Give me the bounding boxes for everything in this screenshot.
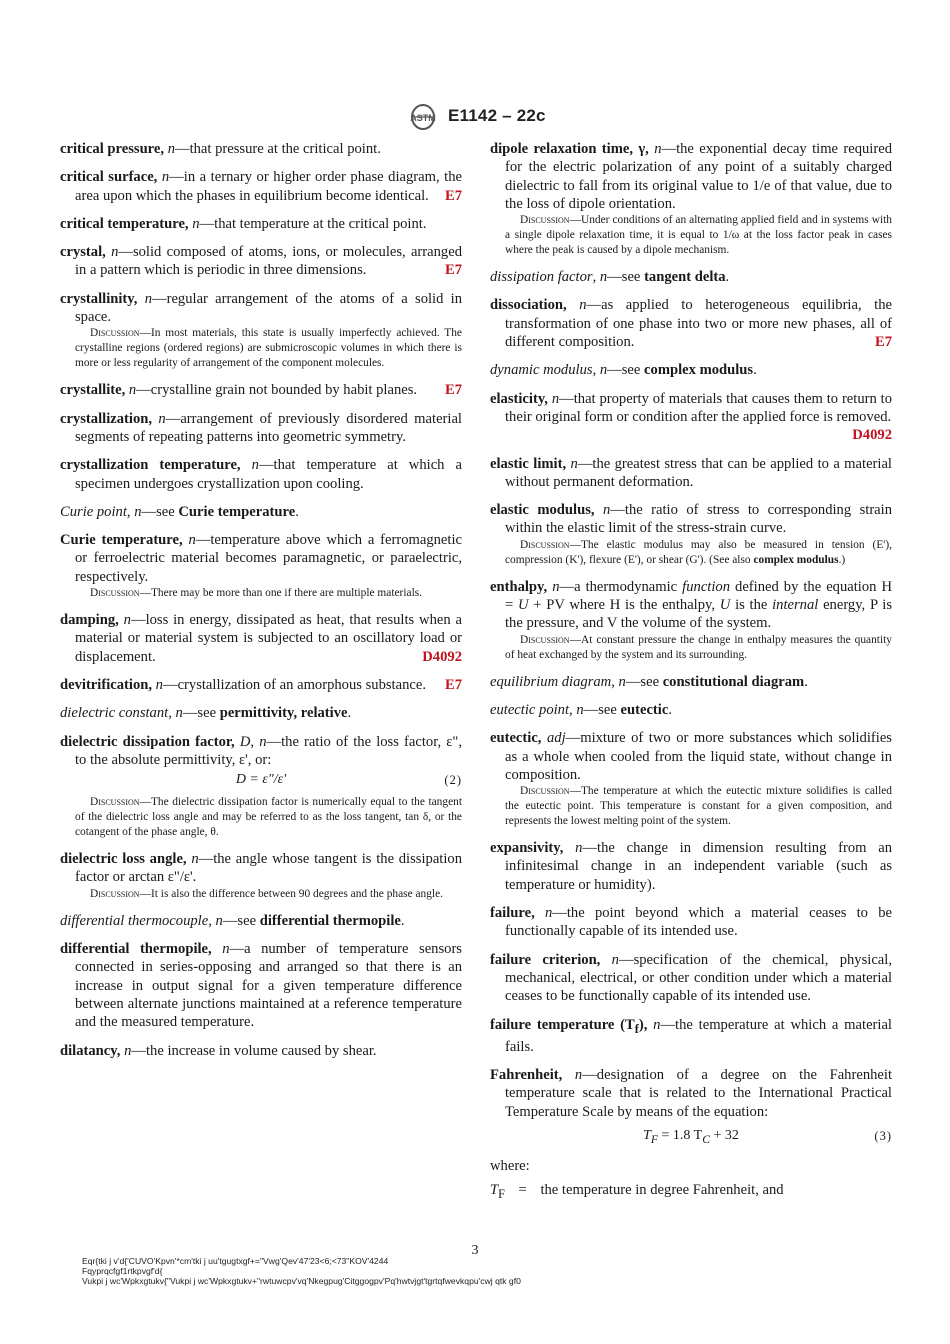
entry-definition: —the temperature at which a material fails. (505, 1016, 892, 1055)
standard-reference-link[interactable]: E7 (444, 676, 462, 693)
entry-term: dielectric loss angle, (60, 851, 187, 868)
entry-definition: —loss in energy, dissipated as heat, that results when a material or material system is subjected to an oscillatory load or displacement. (75, 612, 462, 665)
entry-dissociation (490, 296, 892, 351)
entry-dielectric-loss-angle (60, 850, 462, 902)
equation-number: (3) (874, 1128, 892, 1143)
entry-elastic-limit (490, 455, 892, 492)
entry-definition: —temperature above which a ferromagnetic or ferroelectric material becomes paramagnetic, or paraelectric, respectively. (75, 532, 462, 585)
cross-reference-link[interactable]: eutectic (620, 701, 669, 718)
equation-body: $T_F = 1.8$ $T_C + 32$ (643, 1127, 739, 1146)
discussion-text: —In most materials, this state is usually imperfectly achieved. The crystalline regions (ordered regions) are submicroscopic volumes in which there is more or less regularity of arrangement of the component molecules. (75, 327, 462, 370)
cross-reference-link[interactable]: complex modulus (753, 553, 839, 566)
discussion-note (490, 633, 892, 663)
entry-definition: —that temperature at which a specimen undergoes crystallization upon cooling. (75, 457, 462, 492)
entry-elastic-modulus (490, 501, 892, 568)
cross-reference-link[interactable]: permittivity, relative (219, 705, 348, 722)
entry-term: dipole relaxation time, γ, (490, 141, 649, 157)
see-text: —see (607, 269, 645, 286)
entry-dielectric-constant: dielectric constant, n—see permittivity, relative. (60, 705, 352, 722)
see-text: —see (141, 503, 179, 520)
discussion-note (490, 538, 892, 568)
footer-line: Vukpi j wc'Wpkxgtukv{"Vukpi j wc'Wpkxgtukv+"rwtuwcpv'vq'Nkegpug'Citggogpv'Pq'hwtvjgt'tgrtqfwevkqpu'cwj qtk gf0 (82, 1276, 521, 1286)
entry-enthalpy: enthalpy, n—a thermodynamic function defined by the equation H = U + PV where H is the enthalpy, U is the internal energy, P is the pressure, and V the volume of the system. Discussion—At constant pressure the change in enthalpy measures the quantity of heat exchanged by the system and its surrounding. (490, 578, 892, 661)
entry-critical-temperature (60, 215, 462, 233)
entry-term: differential thermopile, (60, 941, 212, 958)
entry-definition: —the exponential decay time required for the electric polarization of any point of a suitably charged dielectric to fall from its original value to 1/e of that value, due to the loss of dipole orientation. (505, 141, 892, 212)
entry-term: critical surface, (60, 169, 158, 186)
part-of-speech: n (611, 951, 619, 968)
cross-reference-link[interactable]: complex modulus (644, 362, 754, 379)
entry-term: crystallization temperature, (60, 457, 241, 474)
discussion-text: —It is also the difference between 90 degrees and the phase angle. (139, 887, 443, 900)
part-of-speech: n (618, 673, 626, 690)
entry-term: Curie point (60, 503, 127, 520)
standard-reference-link[interactable]: E7 (444, 262, 462, 279)
part-of-speech: n (599, 269, 608, 286)
part-of-speech: n (155, 676, 163, 693)
entry-definition: —the ratio of the loss factor, ε", to the absolute permittivity, ε', or: (75, 733, 463, 768)
part-of-speech: n (192, 215, 200, 232)
entry-dipole-relaxation-time (490, 140, 892, 258)
part-of-speech: n (576, 701, 584, 718)
part-of-speech: n (123, 612, 131, 629)
entry-term: differential thermocouple (60, 912, 209, 929)
part-of-speech: n (544, 905, 553, 922)
cross-reference-link[interactable]: tangent delta (644, 269, 726, 286)
entry-definition: —crystallization of an amorphous substance. (162, 676, 426, 693)
entry-dissipation-factor: dissipation factor, n—see tangent delta. (490, 269, 730, 286)
entry-definition: —the angle whose tangent is the dissipation factor or arctan ε"/ε'. (75, 851, 463, 886)
entry-failure-temperature (490, 1016, 892, 1057)
part-of-speech: n (128, 382, 137, 399)
part-of-speech: n (158, 410, 166, 427)
entry-symbol: D (239, 733, 251, 750)
discussion-text: —The dielectric dissipation factor is numerically equal to the tangent of the dielectric loss angle and may be referred to as the loss tangent, tan δ, or the cotangent of the phase angle, θ. (75, 796, 462, 839)
cross-reference-link[interactable]: differential thermopile (259, 912, 401, 929)
standard-reference-link[interactable]: D4092 (422, 648, 462, 665)
part-of-speech: n (552, 578, 560, 595)
part-of-speech: n (653, 1016, 661, 1033)
logo-text: ASTM (410, 113, 436, 123)
entry-term: elastic modulus, (490, 502, 595, 519)
variable-definition: $T_F$ = the temperature in degree Fahrenheit, and (490, 1181, 784, 1201)
see-text: —see (222, 912, 260, 929)
part-of-speech: n (124, 1042, 132, 1059)
entry-definition: —that temperature at the critical point. (199, 215, 427, 232)
standard-reference-link[interactable]: E7 (874, 334, 892, 351)
discussion-label: Discussion (90, 887, 140, 900)
see-text: —see (182, 705, 220, 722)
entry-damping (60, 611, 462, 666)
part-of-speech: n (259, 733, 267, 750)
entry-term: devitrification, (60, 676, 153, 693)
discussion-text: —At constant pressure the change in enthalpy measures the quantity of heat exchanged by the system and its surrounding. (505, 633, 892, 661)
entry-definition: —arrangement of previously disordered material segments of repeating patterns into geometric symmetry. (75, 410, 462, 445)
entry-dilatancy (60, 1042, 462, 1060)
entry-crystal (60, 243, 462, 280)
entry-definition: —the change in dimension resulting from an infinitesimal change in an independent variable (such as temperature or humidity). (505, 840, 892, 893)
entry-fahrenheit (490, 1066, 892, 1203)
entry-term: critical temperature, (60, 215, 189, 232)
entry-definition: —a number of temperature sensors connected in series-opposing and arranged so that there is an increase in output signal for a given temperature difference between alternate junctions maintained at a reference temperature and the measured temperature. (75, 941, 462, 1031)
entry-term: dielectric constant (60, 705, 169, 722)
discussion-note (60, 586, 462, 601)
discussion-label: Discussion (90, 587, 140, 600)
entry-equilibrium-diagram: equilibrium diagram, n—see constitutional diagram. (490, 673, 808, 690)
entry-critical-surface (60, 168, 462, 205)
part-of-speech: n (579, 297, 587, 314)
entry-term: elastic limit, (490, 455, 567, 472)
see-text: —see (607, 362, 645, 379)
entry-definition: —solid composed of atoms, ions, or molecules, arranged in a pattern which is periodic in three dimensions. (75, 244, 462, 279)
discussion-text: —Under conditions of an alternating applied field and in systems with a single dipole relaxation time, it is equal to 1/ω at the loss factor peak in cases where the peak is caused by a dipole mechanism. (505, 214, 892, 257)
entry-definition: —that property of materials that causes them to return to their original form or condition after the applied force is removed. (505, 390, 892, 425)
part-of-speech: adj (546, 730, 566, 747)
entry-definition: —as applied to heterogeneous equilibria, the transformation of one phase into two or more new phases, all of different composition. (505, 297, 892, 351)
entry-definition: —designation of a degree on the Fahrenheit temperature scale that is related to the International Practical Temperature Scale by means of the equation: (505, 1067, 892, 1120)
entry-definition: —a thermodynamic (559, 578, 683, 595)
discussion-text: —There may be more than one if there are multiple materials. (139, 587, 423, 600)
where-label: where: (490, 1157, 530, 1174)
page-header (0, 104, 950, 130)
entry-term: crystallinity, (60, 290, 138, 307)
entry-expansivity (490, 839, 892, 894)
entry-term: dissipation factor (490, 269, 593, 286)
entry-critical-pressure (60, 140, 462, 158)
standard-reference-link[interactable]: E7 (444, 187, 462, 204)
discussion-note (60, 887, 462, 902)
part-of-speech: n (574, 1067, 583, 1083)
entry-definition: —the ratio of stress to corresponding strain within the elastic limit of the stress-strain curve. (505, 502, 893, 537)
discussion-text: —The temperature at which the eutectic mixture solidifies is called the eutectic point. This temperature is constant for a given composition, and represents the lowest melting point of the system. (505, 785, 892, 828)
entry-term: failure criterion, (490, 951, 601, 968)
discussion-text: —The elastic modulus may also be measured in tension (E'), compression (K'), flexure (E'), or shear (G'). (See also (505, 538, 892, 566)
entry-term: Fahrenheit, (490, 1067, 563, 1083)
cross-reference-link[interactable]: constitutional diagram (662, 673, 805, 690)
entry-term: failure, (490, 905, 535, 922)
discussion-note (60, 326, 462, 371)
entry-term: damping, (60, 612, 119, 629)
entry-curie-temperature (60, 531, 462, 601)
entry-eutectic-point: eutectic point, n—see eutectic. (490, 701, 672, 718)
entry-term: expansivity, (490, 840, 564, 857)
discussion-note (60, 795, 462, 840)
part-of-speech: n (570, 455, 578, 472)
discussion-note (490, 784, 892, 829)
entry-term: dilatancy, (60, 1042, 121, 1059)
part-of-speech: n (215, 912, 223, 929)
part-of-speech: n (111, 244, 119, 261)
entry-crystallization-temperature (60, 456, 462, 493)
entry-term: critical pressure, (60, 141, 165, 157)
equation-body: D = ε"/ε' (235, 772, 287, 788)
entry-definition: —mixture of two or more substances which solidifies as a whole when cooled from the liquid state, without change in composition. (505, 730, 892, 783)
entry-differential-thermopile (60, 940, 462, 1031)
entry-term: crystallization, (60, 410, 153, 427)
entry-term: eutectic point (490, 701, 570, 718)
part-of-speech: n (599, 362, 608, 379)
discussion-label: Discussion (520, 633, 570, 646)
discussion-text-end: .) (838, 553, 846, 566)
footer-line: Eqr{tki j v'd{'CUVO'Kpvn'*cm'tki j uu'tgugtxgf+="Vwg'Qev'47'23<6;<73"KOV'4244 (82, 1256, 389, 1266)
discussion-label: Discussion (90, 327, 140, 340)
part-of-speech: n (654, 141, 662, 157)
entry-term: eutectic, (490, 730, 542, 747)
discussion-label: Discussion (90, 796, 140, 809)
entry-definition: —the increase in volume caused by shear. (131, 1042, 377, 1059)
part-of-speech: n (188, 532, 196, 549)
entry-term: dielectric dissipation factor, (60, 733, 235, 750)
part-of-speech: n (603, 502, 611, 519)
entry-failure (490, 904, 892, 941)
equation-2 (75, 771, 462, 793)
entry-definition: —the point beyond which a material ceases to be functionally capable of its intended use. (505, 905, 892, 940)
entry-definition: —specification of the chemical, physical, mechanical, electrical, or other condition under which a material ceases to be functionally capable of its intended use. (505, 951, 892, 1005)
license-footer (82, 1256, 521, 1286)
entry-term: dynamic modulus (490, 362, 593, 379)
entry-term: enthalpy, (490, 578, 548, 595)
left-column (60, 140, 462, 1070)
equation-3 (505, 1127, 892, 1149)
entry-eutectic (490, 729, 892, 829)
footer-line: Fqyprqcfgf1rtkpvgf'd{ (82, 1266, 163, 1276)
part-of-speech: n (575, 840, 583, 857)
discussion-label: Discussion (520, 214, 570, 227)
part-of-speech: n (251, 457, 259, 474)
see-text: —see (625, 673, 663, 690)
entry-crystallization (60, 410, 462, 447)
entry-term: crystal, (60, 244, 106, 261)
entry-crystallinity (60, 290, 462, 372)
entry-differential-thermocouple: differential thermocouple, n—see differential thermopile. (60, 912, 405, 929)
entry-term: crystallite, (60, 382, 126, 399)
right-column (490, 140, 892, 1213)
entry-definition: —that pressure at the critical point. (174, 141, 381, 157)
entry-crystallite (60, 381, 462, 399)
entry-elasticity (490, 390, 892, 445)
part-of-speech: n (161, 169, 170, 186)
equation-number: (2) (444, 773, 462, 788)
entry-definition: —crystalline grain not bounded by habit planes. (136, 382, 418, 399)
entry-term: elasticity, (490, 390, 548, 407)
astm-logo-icon (406, 104, 440, 130)
part-of-speech: n (175, 705, 183, 722)
entry-dynamic-modulus: dynamic modulus, n—see complex modulus. (490, 362, 757, 379)
part-of-speech: n (167, 141, 175, 157)
part-of-speech: n (144, 290, 152, 307)
entry-term: Curie temperature, (60, 532, 183, 549)
document-id: E1142 – 22c (448, 106, 546, 125)
part-of-speech: n (222, 941, 230, 958)
discussion-note (490, 213, 892, 258)
entry-dielectric-dissipation-factor: dielectric dissipation factor, D, n—the ratio of the loss factor, ε", to the absolute permittivity, ε', or: D = ε"/ε' (2) Discussion—The dielectric dissipation factor is numerically equal to the tangent of the dielectric loss angle and may be referred to as the loss tangent, tan δ, or the cotangent of the phase angle, θ. (60, 733, 463, 839)
discussion-label: Discussion (520, 538, 570, 551)
cross-reference-link[interactable]: Curie temperature (178, 503, 296, 520)
standard-reference-link[interactable]: D4092 (852, 427, 892, 444)
page-number: 3 (471, 1243, 479, 1258)
entry-devitrification (60, 676, 462, 694)
entry-term: dissociation, (490, 297, 567, 314)
entry-definition: —the greatest stress that can be applied to a material without permanent deformation. (505, 455, 892, 490)
part-of-speech: n (134, 503, 142, 520)
entry-term: failure temperature $(T_f)$, (490, 1016, 648, 1036)
entry-term: equilibrium diagram (490, 673, 612, 690)
discussion-label: Discussion (520, 785, 570, 798)
standard-reference-link[interactable]: E7 (444, 382, 462, 399)
entry-curie-point: Curie point, n—see Curie temperature. (60, 503, 299, 520)
entry-failure-criterion (490, 951, 892, 1006)
entry-definition: —in a ternary or higher order phase diagram, the area upon which the phases in equilibrium become identical. (75, 169, 462, 204)
part-of-speech: n (551, 390, 560, 407)
part-of-speech: n (191, 851, 199, 868)
entry-definition: —regular arrangement of the atoms of a solid in space. (75, 290, 462, 326)
see-text: —see (583, 701, 621, 718)
